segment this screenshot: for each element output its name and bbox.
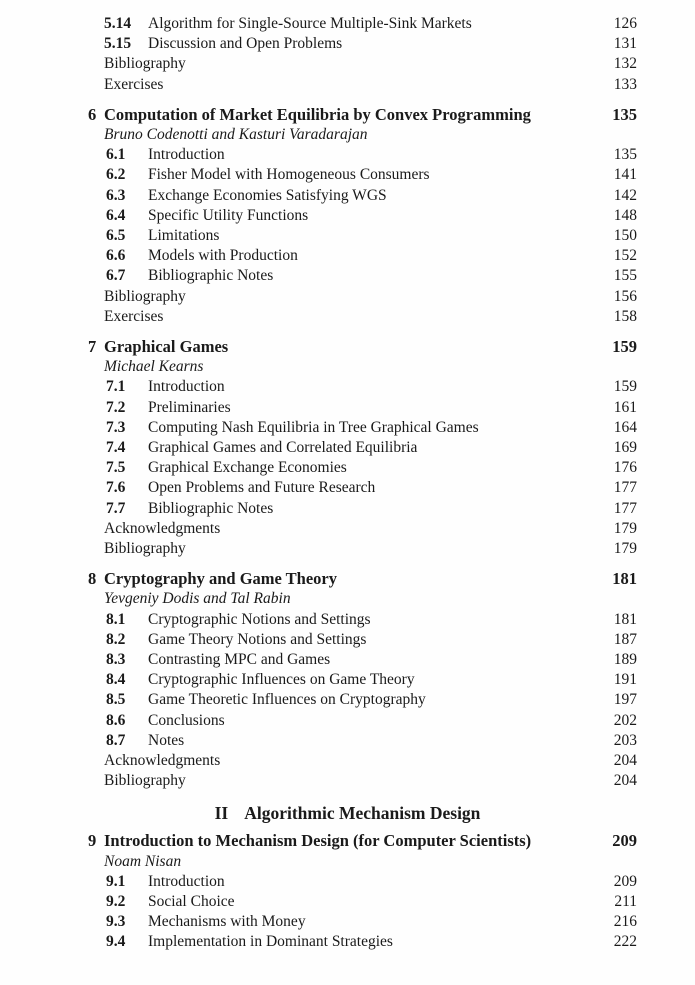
page-number: 155 <box>613 267 637 285</box>
entry-number: 5.14 <box>104 15 132 32</box>
entry-title: Social Choice <box>148 893 235 910</box>
entry-number: 8.1 <box>106 610 126 628</box>
page-number: 204 <box>613 772 637 790</box>
page-number: 191 <box>613 671 637 689</box>
entry-number: 9.2 <box>106 893 126 910</box>
page-number: 181 <box>612 569 637 589</box>
page-number: 126 <box>613 15 637 32</box>
entry-title: Acknowledgments <box>104 519 221 537</box>
entry-title: Open Problems and Future Research <box>148 479 376 497</box>
page-number: 176 <box>613 459 637 477</box>
toc-section-entry[interactable] <box>0 872 695 892</box>
entry-number: 7.3 <box>106 418 126 436</box>
entry-number: 7 <box>88 337 97 356</box>
toc-section-entry[interactable] <box>0 499 695 519</box>
entry-title: Cryptography and Game Theory <box>104 569 337 589</box>
entry-number: 8.2 <box>106 630 126 648</box>
toc-section-entry[interactable] <box>0 246 695 266</box>
page-number: 187 <box>613 630 637 648</box>
entry-number: 7.4 <box>106 439 126 456</box>
page-number: 133 <box>613 75 637 93</box>
page-number: 209 <box>613 872 637 890</box>
entry-title: Mechanisms with Money <box>148 913 306 931</box>
page-number: 204 <box>613 752 637 769</box>
entry-title: Exchange Economies Satisfying WGS <box>148 186 387 204</box>
part-heading <box>0 802 695 824</box>
entry-title: Graphical Exchange Economies <box>148 459 347 477</box>
entry-title: Implementation in Dominant Strategies <box>148 933 393 951</box>
entry-title: Bibliography <box>104 772 186 790</box>
page-number: 222 <box>613 933 637 951</box>
toc-misc-entry[interactable] <box>0 519 695 539</box>
entry-title: Introduction <box>148 378 225 396</box>
entry-title: Bibliography <box>104 540 186 557</box>
entry-title: Michael Kearns <box>104 358 204 376</box>
toc-section-entry[interactable] <box>0 610 695 630</box>
toc-misc-entry[interactable] <box>0 287 695 307</box>
entry-number: 7.7 <box>106 499 126 517</box>
entry-title: Introduction <box>148 146 225 164</box>
entry-number: 9.3 <box>106 913 126 931</box>
entry-title: Bibliographic Notes <box>148 499 274 517</box>
toc-misc-entry[interactable] <box>0 307 695 327</box>
entry-title: Contrasting MPC and Games <box>148 651 331 668</box>
entry-title: Limitations <box>148 227 220 244</box>
toc-section-entry[interactable] <box>0 892 695 912</box>
page-number: 164 <box>613 418 637 436</box>
part-title: Algorithmic Mechanism Design <box>244 803 481 824</box>
part-number: II <box>214 803 229 824</box>
toc-section-entry[interactable] <box>0 630 695 650</box>
entry-number: 7.5 <box>106 459 126 477</box>
toc-section-entry[interactable] <box>0 418 695 438</box>
entry-title: Conclusions <box>148 711 225 729</box>
entry-title: Bibliography <box>104 287 186 305</box>
entry-title: Yevgeniy Dodis and Tal Rabin <box>104 590 291 608</box>
toc-section-entry[interactable] <box>0 690 695 710</box>
entry-number: 6.4 <box>106 206 126 224</box>
page-number: 211 <box>614 893 637 910</box>
entry-number: 5.15 <box>104 35 132 53</box>
entry-title: Models with Production <box>148 247 298 265</box>
toc-section-entry[interactable] <box>0 731 695 751</box>
chapter-authors[interactable] <box>0 589 695 609</box>
page-number: 216 <box>613 913 637 931</box>
toc-misc-entry[interactable] <box>0 771 695 791</box>
page-number: 152 <box>613 247 637 265</box>
toc-misc-entry[interactable] <box>0 54 695 74</box>
entry-title: Algorithm for Single-Source Multiple-Sink Markets <box>148 15 472 32</box>
toc-section-entry[interactable] <box>0 912 695 932</box>
toc-section-entry[interactable] <box>0 266 695 286</box>
entry-number: 6.6 <box>106 247 126 265</box>
page-number: 203 <box>613 731 637 749</box>
entry-title: Noam Nisan <box>104 852 182 870</box>
page-number: 209 <box>612 831 637 851</box>
page-number: 197 <box>613 691 637 709</box>
entry-title: Graphical Games <box>104 337 229 356</box>
toc-section-entry[interactable] <box>0 458 695 478</box>
entry-number: 9.1 <box>106 872 126 890</box>
toc-section-entry[interactable] <box>0 165 695 185</box>
entry-title: Introduction <box>148 872 225 890</box>
page-number: 150 <box>613 227 637 244</box>
entry-number: 6.5 <box>106 227 126 244</box>
entry-number: 8.3 <box>106 651 126 668</box>
entry-number: 9.4 <box>106 933 126 951</box>
page-number: 142 <box>613 186 637 204</box>
entry-title: Computation of Market Equilibria by Convex Programming <box>104 104 531 124</box>
entry-title: Exercises <box>104 307 164 325</box>
entry-number: 8.5 <box>106 691 126 709</box>
toc-section-entry[interactable] <box>0 34 695 54</box>
entry-title: Cryptographic Notions and Settings <box>148 610 371 628</box>
entry-title: Fisher Model with Homogeneous Consumers <box>148 166 430 184</box>
entry-title: Bibliographic Notes <box>148 267 274 285</box>
entry-title: Notes <box>148 731 185 749</box>
page-number: 141 <box>613 166 637 184</box>
page-number: 159 <box>613 378 637 396</box>
page-number: 202 <box>613 711 637 729</box>
entry-number: 7.6 <box>106 479 126 497</box>
page-number: 169 <box>613 439 637 456</box>
toc-section-entry[interactable] <box>0 398 695 418</box>
toc-chapter-entry[interactable] <box>0 105 695 125</box>
chapter-authors[interactable] <box>0 357 695 377</box>
entry-title: Exercises <box>104 75 164 93</box>
entry-title: Discussion and Open Problems <box>148 35 343 53</box>
page-number: 179 <box>613 519 637 537</box>
entry-title: Game Theoretic Influences on Cryptography <box>148 691 426 709</box>
toc-chapter-entry[interactable] <box>0 569 695 589</box>
page-number: 135 <box>612 104 637 124</box>
toc-misc-entry[interactable] <box>0 75 695 95</box>
entry-title: Preliminaries <box>148 398 231 416</box>
entry-number: 6.3 <box>106 186 126 204</box>
page-number: 179 <box>613 540 637 557</box>
page-number: 159 <box>612 337 637 356</box>
toc-section-entry[interactable] <box>0 186 695 206</box>
entry-title: Specific Utility Functions <box>148 206 309 224</box>
entry-title: Game Theory Notions and Settings <box>148 630 367 648</box>
toc-chapter-entry[interactable] <box>0 337 695 357</box>
chapter-authors[interactable] <box>0 125 695 145</box>
toc-section-entry[interactable] <box>0 377 695 397</box>
page-number: 135 <box>613 146 637 164</box>
page-number: 161 <box>613 398 637 416</box>
entry-number: 7.1 <box>106 378 126 396</box>
toc-section-entry[interactable] <box>0 226 695 246</box>
entry-title: Bibliography <box>104 55 186 73</box>
toc-section-entry[interactable] <box>0 206 695 226</box>
page-number: 189 <box>613 651 637 668</box>
entry-number: 8.7 <box>106 731 126 749</box>
chapter-authors[interactable] <box>0 852 695 872</box>
page-number: 177 <box>613 499 637 517</box>
page-number: 156 <box>613 287 637 305</box>
toc-section-entry[interactable] <box>0 14 695 34</box>
page-number: 131 <box>613 35 637 53</box>
entry-number: 6 <box>88 104 97 124</box>
entry-number: 6.7 <box>106 267 126 285</box>
toc-misc-entry[interactable] <box>0 751 695 771</box>
page-number: 148 <box>613 206 637 224</box>
page-number: 132 <box>613 55 637 73</box>
toc-section-entry[interactable] <box>0 711 695 731</box>
page-number: 158 <box>613 307 637 325</box>
toc-section-entry[interactable] <box>0 932 695 952</box>
entry-title: Acknowledgments <box>104 752 221 769</box>
entry-number: 8.6 <box>106 711 126 729</box>
entry-title: Computing Nash Equilibria in Tree Graphical Games <box>148 418 479 436</box>
entry-number: 6.2 <box>106 166 126 184</box>
toc-section-entry[interactable] <box>0 478 695 498</box>
toc-chapter-entry[interactable] <box>0 831 695 851</box>
page-number: 177 <box>613 479 637 497</box>
toc-section-entry[interactable] <box>0 438 695 458</box>
toc-section-entry[interactable] <box>0 145 695 165</box>
entry-title: Graphical Games and Correlated Equilibria <box>148 439 418 456</box>
page-number: 181 <box>613 610 637 628</box>
entry-number: 8.4 <box>106 671 126 689</box>
toc-section-entry[interactable] <box>0 670 695 690</box>
entry-number: 8 <box>88 569 97 589</box>
entry-number: 7.2 <box>106 398 126 416</box>
entry-number: 9 <box>88 831 97 851</box>
toc-misc-entry[interactable] <box>0 539 695 559</box>
entry-number: 6.1 <box>106 146 126 164</box>
entry-title: Bruno Codenotti and Kasturi Varadarajan <box>104 126 368 143</box>
entry-title: Cryptographic Influences on Game Theory <box>148 671 415 689</box>
entry-title: Introduction to Mechanism Design (for Computer Scientists) <box>104 831 532 851</box>
toc-section-entry[interactable] <box>0 650 695 670</box>
